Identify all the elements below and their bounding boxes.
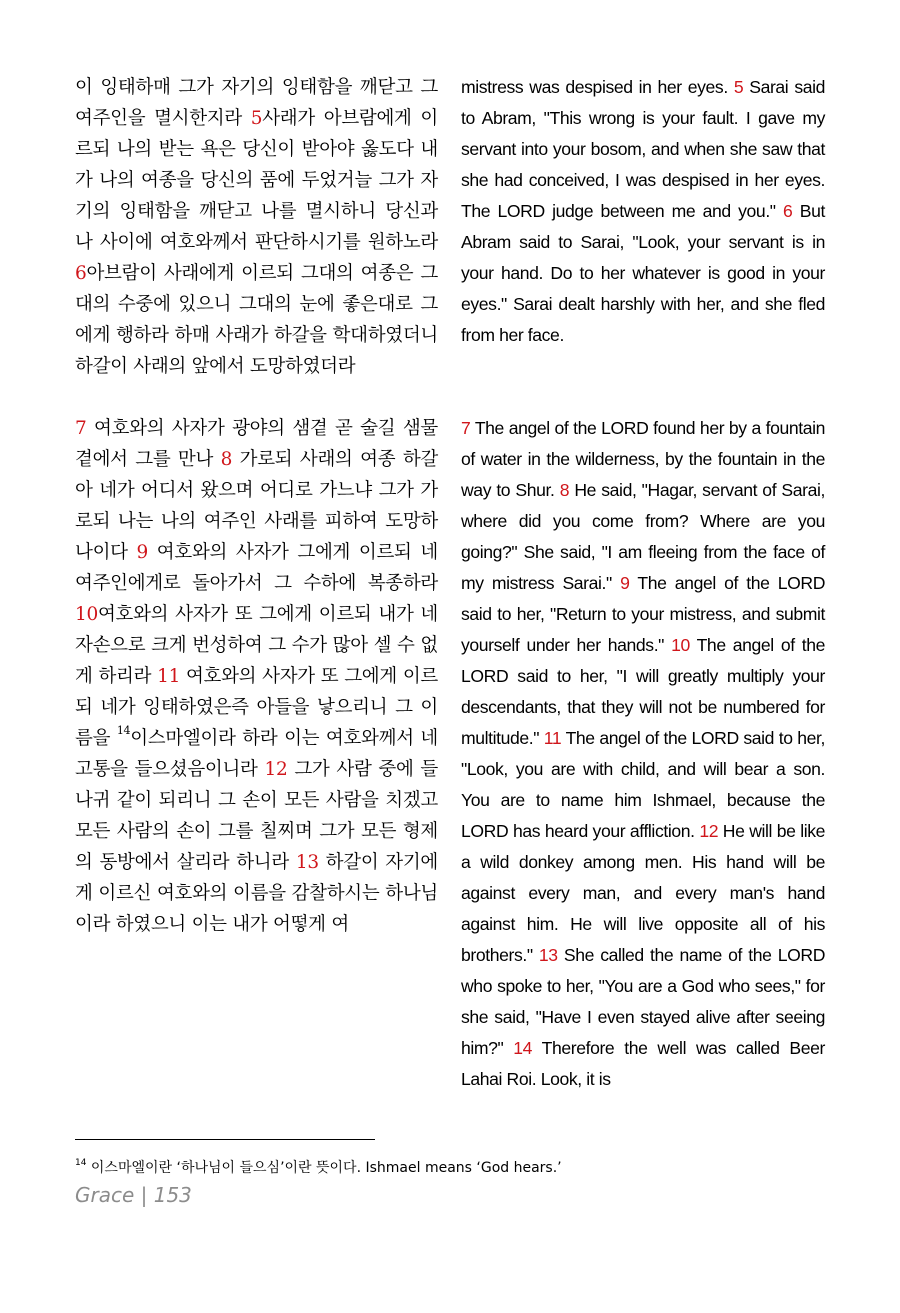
verse-number: 11 <box>157 666 181 687</box>
korean-paragraph <box>75 72 438 382</box>
korean-text: 여호와의 사자가 광야의 샘곁 곧 술길 샘물 곁에서 그를 만나 <box>75 418 438 470</box>
english-text: He will be like a wild donkey among men. His hand will be against every man, and every man's hand against him. He will live opposite all of his brothers." <box>461 821 825 965</box>
english-text: Therefore the well was called Beer Lahai Roi. Look, it is <box>461 1038 825 1089</box>
english-text: The angel of the LORD said to her, "Look, you are with child, and will bear a son. You are to name him Ishmael, because the LORD has heard your affliction. <box>461 728 825 841</box>
verse-number: 13 <box>538 945 558 965</box>
verse-number: 7 <box>461 418 471 438</box>
english-paragraph <box>461 72 825 351</box>
korean-text: 아브람이 사래에게 이르되 그대의 여종은 그대의 수중에 있으니 그대의 눈에 좋은대로 그에게 행하라 하매 사래가 하갈을 학대하였더니 하갈이 사래의 앞에서 도망하였더라 <box>75 263 438 377</box>
verse-number: 7 <box>75 418 87 439</box>
verse-number: 9 <box>620 573 630 593</box>
verse-number: 10 <box>75 604 98 625</box>
verse-number: 12 <box>264 759 288 780</box>
korean-text: 여호와의 사자가 또 그에게 이르되 네가 잉태하였은즉 아들을 낳으리니 그 이름을 <box>75 666 438 749</box>
korean-paragraph <box>75 413 438 940</box>
footnote-rule <box>75 1139 375 1140</box>
english-text: The angel of the LORD said to her, "I will greatly multiply your descendants, that they will not be numbered for multitude." <box>461 635 826 748</box>
verse-number: 6 <box>75 263 87 284</box>
verse-number: 10 <box>671 635 690 655</box>
footnote <box>75 1157 835 1177</box>
verse-number: 5 <box>250 108 263 129</box>
english-text: She called the name of the LORD who spoke to her, "You are a God who sees," for she said, "Have I even stayed alive after seeing him?" <box>461 945 825 1058</box>
verse-number: 11 <box>543 728 562 748</box>
english-text: The angel of the LORD found her by a fountain of water in the wilderness, by the fountain in the way to Shur. <box>461 418 825 500</box>
verse-number: 8 <box>220 449 233 470</box>
korean-text: 하갈이 자기에게 이르신 여호와의 이름을 감찰하시는 하나님이라 하였으니 이는 내가 어떻게 여 <box>75 852 438 935</box>
english-text: mistress was despised in her eyes. <box>461 77 734 97</box>
korean-text: 여호와의 사자가 또 그에게 이르되 내가 네 자손으로 크게 번성하여 그 수가 많아 셀 수 없게 하리라 <box>75 604 438 687</box>
paragraph-gap <box>461 351 825 382</box>
paragraph-gap <box>75 382 438 413</box>
verse-number: 6 <box>783 201 793 221</box>
korean-text: 그가 사람 중에 들나귀 같이 되리니 그 손이 모든 사람을 치겠고 모든 사람의 손이 그를 칠찌며 그가 모든 형제의 동방에서 살리라 하니라 <box>75 759 439 873</box>
paragraph-gap <box>461 382 825 413</box>
verse-number: 12 <box>699 821 719 841</box>
korean-text: 여호와의 사자가 그에게 이르되 네 여주인에게로 돌아가서 그 수하에 복종하라 <box>75 542 438 594</box>
korean-text: 이 잉태하매 그가 자기의 잉태함을 깨닫고 그 여주인을 멸시한지라 <box>75 77 438 129</box>
english-text: The angel of the LORD said to her, "Return to your mistress, and submit yourself under her hands." <box>461 573 826 655</box>
verse-number: 8 <box>559 480 570 500</box>
english-text: He said, "Hagar, servant of Sarai, where did you come from? Where are you going?" She said, "I am fleeing from the face of my mistress Sarai." <box>461 480 825 593</box>
verse-number: 9 <box>136 542 148 563</box>
korean-text: 사래가 아브람에게 이르되 나의 받는 욕은 당신이 받아야 옳도다 내가 나의 여종을 당신의 품에 두었거늘 그가 자기의 잉태함을 깨닫고 나를 멸시하니 당신과 나 사이에 여호와께서 판단하시기를 원하노라 <box>75 108 438 253</box>
english-text: Sarai said to Abram, "This wrong is your fault. I gave my servant into your bosom, and when she saw that she had conceived, I was despised in her eyes. The LORD judge between me and you." <box>461 77 826 221</box>
footnote-number: 14 <box>75 1158 87 1168</box>
verse-number: 5 <box>733 77 744 97</box>
page-footer: Grace | 153 <box>75 1183 192 1207</box>
verse-number: 13 <box>295 852 319 873</box>
footnote-marker: 14 <box>116 724 131 737</box>
korean-text: 이스마엘이라 하라 이는 여호와께서 네 고통을 들으셨음이니라 <box>75 728 438 780</box>
english-column <box>461 72 825 1095</box>
korean-column <box>75 72 438 940</box>
english-paragraph <box>461 413 825 1095</box>
english-text: But Abram said to Sarai, "Look, your servant is in your hand. Do to her whatever is good in your eyes." Sarai dealt harshly with her, and she fled from her face. <box>461 201 825 345</box>
korean-text: 가로되 사래의 여종 하갈아 네가 어디서 왔으며 어디로 가느냐 그가 가로되 나는 나의 여주인 사래를 피하여 도망하나이다 <box>75 449 438 563</box>
footnote-text: 이스마엘이란 ‘하나님이 들으심’이란 뜻이다. Ishmael means ‘God hears.’ <box>86 1160 562 1176</box>
verse-number: 14 <box>513 1038 533 1058</box>
